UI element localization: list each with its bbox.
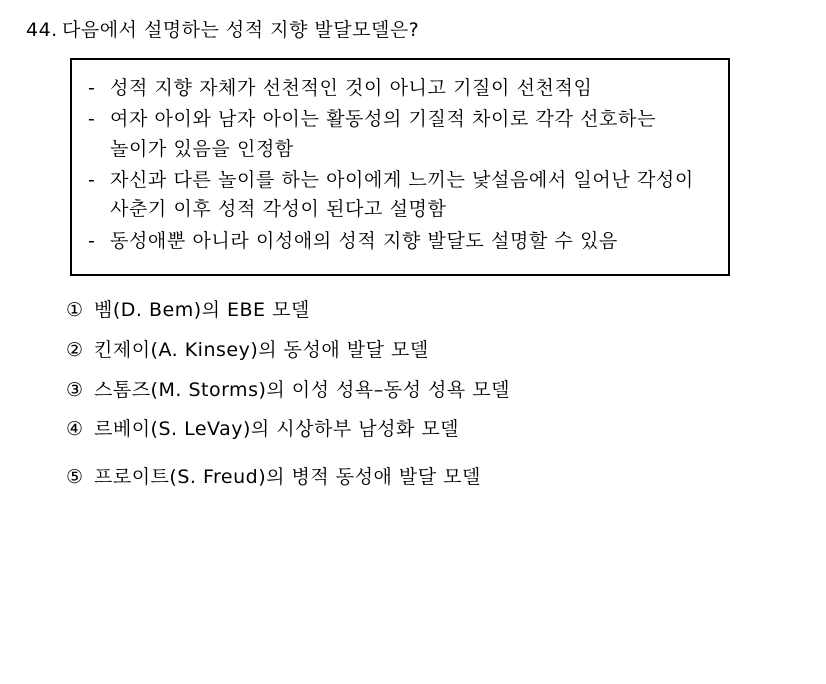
question-stem — [26, 18, 802, 44]
stimulus-item-text: 자신과 다른 놀이를 하는 아이에게 느끼는 낯설음에서 일어난 각성이 사춘기 이후 성적 각성이 된다고 설명함 — [110, 168, 694, 221]
choice-marker-icon: ② — [66, 338, 84, 361]
stimulus-item — [88, 74, 712, 103]
choice-text: 벰(D. Bem)의 EBE 모델 — [94, 299, 310, 322]
choice-option-5[interactable] — [66, 465, 802, 491]
bullet-dash-icon: - — [88, 76, 96, 99]
stimulus-item — [88, 227, 712, 256]
bullet-dash-icon: - — [88, 229, 96, 252]
bullet-dash-icon: - — [88, 108, 96, 131]
choice-text: 르베이(S. LeVay)의 시상하부 남성화 모델 — [94, 418, 460, 441]
stimulus-item — [88, 166, 712, 225]
question-number: 44. — [26, 19, 58, 41]
choice-option-3[interactable] — [66, 378, 802, 404]
question-text: 다음에서 설명하는 성적 지향 발달모델은? — [62, 19, 420, 41]
choice-option-1[interactable] — [66, 298, 802, 324]
stimulus-item-text: 여자 아이와 남자 아이는 활동성의 기질적 차이로 각각 선호하는 놀이가 있음을 인정함 — [110, 108, 656, 160]
choice-marker-icon: ④ — [66, 418, 84, 441]
stimulus-box — [70, 58, 730, 277]
choice-text: 스톰즈(M. Storms)의 이성 성욕–동성 성욕 모델 — [94, 378, 510, 401]
stimulus-item — [88, 105, 712, 164]
stimulus-item-text: 동성애뿐 아니라 이성애의 성적 지향 발달도 설명할 수 있음 — [110, 229, 619, 252]
choice-marker-icon: ① — [66, 299, 84, 322]
choice-option-4[interactable] — [66, 417, 802, 443]
choice-marker-icon: ⑤ — [66, 465, 84, 488]
choice-text: 킨제이(A. Kinsey)의 동성애 발달 모델 — [94, 338, 429, 361]
stimulus-item-text: 성적 지향 자체가 선천적인 것이 아니고 기질이 선천적임 — [110, 76, 593, 99]
choice-list — [66, 298, 802, 490]
choice-text: 프로이트(S. Freud)의 병적 동성애 발달 모델 — [94, 465, 481, 488]
choice-option-2[interactable] — [66, 338, 802, 364]
bullet-dash-icon: - — [88, 168, 96, 191]
choice-marker-icon: ③ — [66, 378, 84, 401]
